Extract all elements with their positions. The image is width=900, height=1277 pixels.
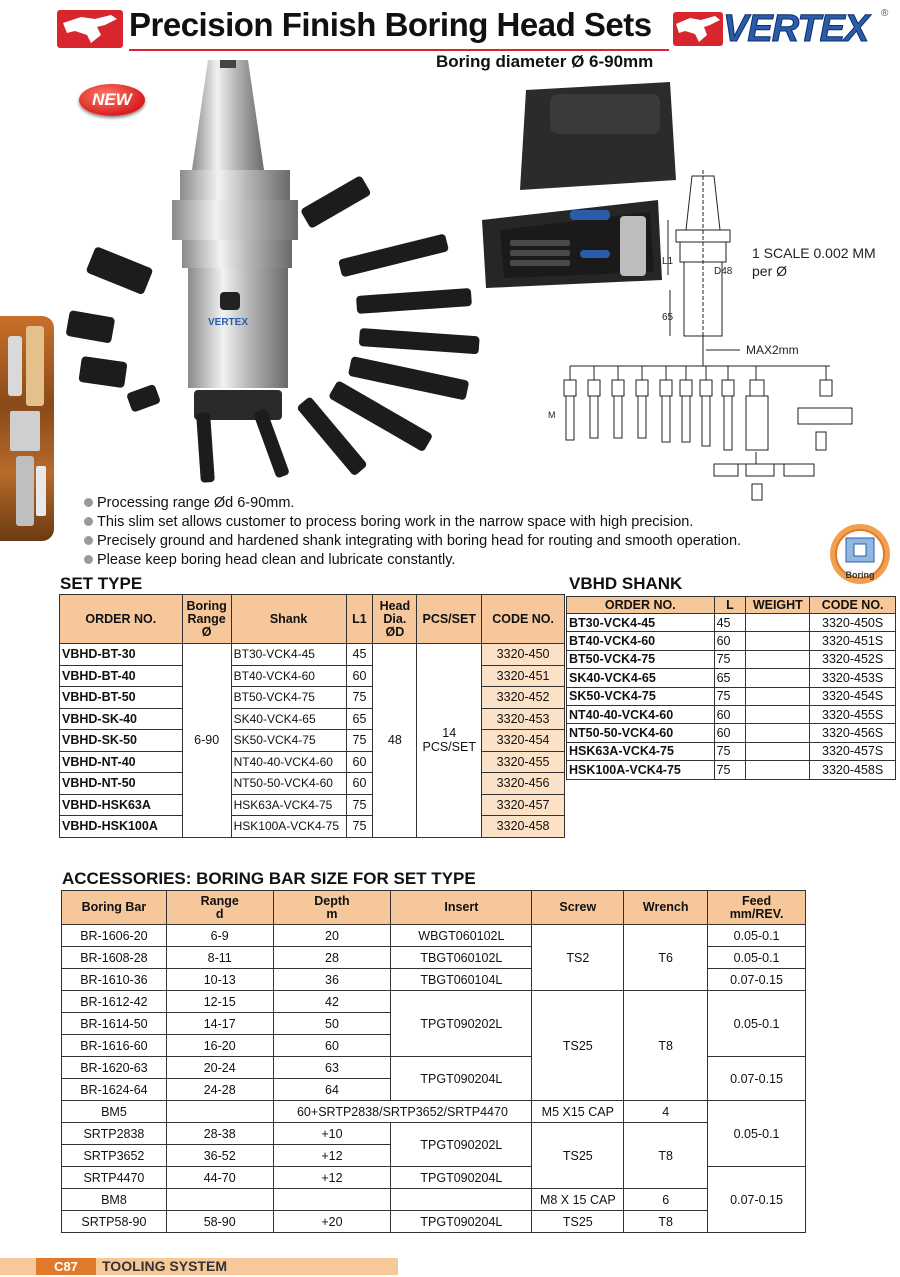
order-no: BT50-VCK4-75 xyxy=(567,650,715,668)
order-no: HSK100A-VCK4-75 xyxy=(567,761,715,779)
screw: TS25 xyxy=(532,991,624,1101)
m-label: M xyxy=(548,410,556,420)
length: 60 xyxy=(714,705,746,723)
order-no: VBHD-BT-50 xyxy=(60,687,183,709)
code-no: 3320-454 xyxy=(482,730,565,752)
header-insert: Insert xyxy=(391,891,532,925)
insert: TPGT090202L xyxy=(391,1123,532,1167)
scale-note-unit: per Ø xyxy=(752,263,788,279)
code-no: 3320-451 xyxy=(482,665,565,687)
l1: 75 xyxy=(346,794,373,816)
feature-text: Please keep boring head clean and lubricate constantly. xyxy=(97,552,456,568)
bullet-icon xyxy=(84,498,93,507)
table-row xyxy=(567,669,896,687)
length: 75 xyxy=(714,742,746,760)
range: 14-17 xyxy=(166,1013,273,1035)
insert: TBGT060102L xyxy=(391,947,532,969)
page-number: C87 xyxy=(36,1258,96,1275)
code-no: 3320-453 xyxy=(482,708,565,730)
boring-bar: BR-1610-36 xyxy=(62,969,167,991)
brand-eagle-logo xyxy=(673,12,723,46)
table-header-row xyxy=(60,595,565,644)
table-row xyxy=(567,687,896,705)
shank: NT40-40-VCK4-60 xyxy=(231,751,346,773)
code-no: 3320-450 xyxy=(482,644,565,666)
boring-bar: BM5 xyxy=(62,1101,167,1123)
range: 24-28 xyxy=(166,1079,273,1101)
table-row xyxy=(567,742,896,760)
feature-text: Precisely ground and hardened shank integrating with boring head for routing and smooth operation. xyxy=(97,533,742,549)
depth: +10 xyxy=(273,1123,391,1145)
boring-bar: SRTP58-90 xyxy=(62,1211,167,1233)
screw: TS2 xyxy=(532,925,624,991)
range: 58-90 xyxy=(166,1211,273,1233)
bullet-icon xyxy=(84,555,93,564)
insert xyxy=(391,1189,532,1211)
l1: 45 xyxy=(346,644,373,666)
table-row xyxy=(62,925,806,947)
feature-text: This slim set allows customer to process boring work in the narrow space with high precision. xyxy=(97,514,694,530)
header-range: Range d xyxy=(166,891,273,925)
accessories-table xyxy=(61,890,806,1233)
boring-bar: BR-1612-42 xyxy=(62,991,167,1013)
order-no: SK40-VCK4-65 xyxy=(567,669,715,687)
order-no: NT40-40-VCK4-60 xyxy=(567,705,715,723)
boring-bar: BR-1616-60 xyxy=(62,1035,167,1057)
length: 65 xyxy=(714,669,746,687)
screw: M8 X 15 CAP xyxy=(532,1189,624,1211)
code-no: 3320-453S xyxy=(810,669,896,687)
header-pcs-set: PCS/SET xyxy=(417,595,482,644)
depth: +20 xyxy=(273,1211,391,1233)
table-row xyxy=(60,794,565,816)
subtitle: Boring diameter Ø 6-90mm xyxy=(436,52,654,71)
order-no: VBHD-NT-50 xyxy=(60,773,183,795)
insert: TBGT060104L xyxy=(391,969,532,991)
table-row xyxy=(62,991,806,1013)
table-row xyxy=(62,1123,806,1145)
range: 36-52 xyxy=(166,1145,273,1167)
table-row xyxy=(567,650,896,668)
bullet-icon xyxy=(84,536,93,545)
boring-bar: SRTP2838 xyxy=(62,1123,167,1145)
table-row xyxy=(60,708,565,730)
weight xyxy=(746,669,810,687)
code-no: 3320-457 xyxy=(482,794,565,816)
table-header-row xyxy=(62,891,806,925)
table-row xyxy=(60,644,565,666)
header-weight: WEIGHT xyxy=(746,597,810,614)
table-row xyxy=(62,1211,806,1233)
range: 10-13 xyxy=(166,969,273,991)
feed: 0.07-0.15 xyxy=(708,969,806,991)
range: 8-11 xyxy=(166,947,273,969)
title-underline xyxy=(129,49,669,51)
boring-icon-label: Boring xyxy=(845,570,875,580)
table-row xyxy=(567,705,896,723)
range: 16-20 xyxy=(166,1035,273,1057)
l1: 60 xyxy=(346,751,373,773)
header-depth: Depth m xyxy=(273,891,391,925)
depth: 50 xyxy=(273,1013,391,1035)
table-row xyxy=(62,1101,806,1123)
order-no: VBHD-BT-30 xyxy=(60,644,183,666)
table-row xyxy=(567,632,896,650)
order-no: VBHD-NT-40 xyxy=(60,751,183,773)
weight xyxy=(746,742,810,760)
depth: 64 xyxy=(273,1079,391,1101)
weight xyxy=(746,650,810,668)
feature-list xyxy=(84,494,804,570)
depth: 28 xyxy=(273,947,391,969)
range xyxy=(166,1189,273,1211)
order-no: NT50-50-VCK4-60 xyxy=(567,724,715,742)
wrench: T8 xyxy=(624,1123,708,1189)
shank: SK40-VCK4-65 xyxy=(231,708,346,730)
header-l1: L1 xyxy=(346,595,373,644)
registered-mark: ® xyxy=(881,8,889,19)
pcs-set: 14 PCS/SET xyxy=(417,644,482,838)
order-no: VBHD-SK-50 xyxy=(60,730,183,752)
bullet-icon xyxy=(84,517,93,526)
length: 75 xyxy=(714,761,746,779)
header-shank: Shank xyxy=(231,595,346,644)
range: 44-70 xyxy=(166,1167,273,1189)
scale-note: 1 SCALE 0.002 MM xyxy=(752,245,876,261)
range: 12-15 xyxy=(166,991,273,1013)
insert: TPGT090204L xyxy=(391,1057,532,1101)
feature-item xyxy=(84,513,804,532)
table-row xyxy=(60,730,565,752)
wrench: T6 xyxy=(624,925,708,991)
shank: BT50-VCK4-75 xyxy=(231,687,346,709)
wrench: T8 xyxy=(624,1211,708,1233)
range: 28-38 xyxy=(166,1123,273,1145)
header-boring-bar: Boring Bar xyxy=(62,891,167,925)
range: 6-9 xyxy=(166,925,273,947)
code-no: 3320-456 xyxy=(482,773,565,795)
header-order-no: ORDER NO. xyxy=(60,595,183,644)
vbhd-shank-table xyxy=(566,596,896,780)
depth: +12 xyxy=(273,1167,391,1189)
length: 60 xyxy=(714,632,746,650)
order-no: SK50-VCK4-75 xyxy=(567,687,715,705)
code-no: 3320-458S xyxy=(810,761,896,779)
boring-bar: BM8 xyxy=(62,1189,167,1211)
code-no: 3320-457S xyxy=(810,742,896,760)
feed: 0.07-0.15 xyxy=(708,1167,806,1233)
set-type-table xyxy=(59,594,565,838)
depth: +12 xyxy=(273,1145,391,1167)
max-2mm-label: MAX2mm xyxy=(746,343,799,357)
l1-label: L1 xyxy=(662,256,674,267)
range xyxy=(166,1101,273,1123)
feature-item xyxy=(84,494,804,513)
code-no: 3320-451S xyxy=(810,632,896,650)
feature-text: Processing range Ød 6-90mm. xyxy=(97,495,295,511)
insert: TPGT090204L xyxy=(391,1167,532,1189)
header-screw: Screw xyxy=(532,891,624,925)
screw: M5 X15 CAP xyxy=(532,1101,624,1123)
code-no: 3320-452S xyxy=(810,650,896,668)
boring-range: 6-90 xyxy=(182,644,231,838)
head-logo-text: VERTEX xyxy=(208,317,249,328)
depth: 63 xyxy=(273,1057,391,1079)
feed: 0.05-0.1 xyxy=(708,991,806,1057)
table-row xyxy=(60,687,565,709)
header-boring-range: Boring Range Ø xyxy=(182,595,231,644)
feed: 0.05-0.1 xyxy=(708,925,806,947)
side-product-strip xyxy=(0,316,54,541)
l1: 65 xyxy=(346,708,373,730)
shank: HSK63A-VCK4-75 xyxy=(231,794,346,816)
table-row xyxy=(567,761,896,779)
wrench: T8 xyxy=(624,991,708,1101)
eagle-logo xyxy=(57,10,123,48)
dimension-diagram xyxy=(530,170,900,510)
wrench: 4 xyxy=(624,1101,708,1123)
order-no: BT40-VCK4-60 xyxy=(567,632,715,650)
insert: TPGT090204L xyxy=(391,1211,532,1233)
l1: 75 xyxy=(346,730,373,752)
page-footer xyxy=(0,1256,900,1277)
weight xyxy=(746,632,810,650)
weight xyxy=(746,705,810,723)
l1: 75 xyxy=(346,687,373,709)
order-no: VBHD-HSK63A xyxy=(60,794,183,816)
l1: 75 xyxy=(346,816,373,838)
d48-label: D48 xyxy=(714,266,733,277)
feed: 0.05-0.1 xyxy=(708,947,806,969)
depth: 36 xyxy=(273,969,391,991)
order-no: VBHD-HSK100A xyxy=(60,816,183,838)
table-row xyxy=(62,1189,806,1211)
page-title: Precision Finish Boring Head Sets xyxy=(129,6,652,43)
length: 45 xyxy=(714,614,746,632)
weight xyxy=(746,761,810,779)
weight xyxy=(746,687,810,705)
wrench: 6 xyxy=(624,1189,708,1211)
length: 75 xyxy=(714,650,746,668)
code-no: 3320-455 xyxy=(482,751,565,773)
footer-section: TOOLING SYSTEM xyxy=(102,1258,227,1274)
page-header xyxy=(55,6,895,50)
shank: BT30-VCK4-45 xyxy=(231,644,346,666)
table-header-row xyxy=(567,597,896,614)
header-code-no: CODE NO. xyxy=(482,595,565,644)
order-no: VBHD-SK-40 xyxy=(60,708,183,730)
header-head-dia: Head Dia. ØD xyxy=(373,595,417,644)
header-wrench: Wrench xyxy=(624,891,708,925)
insert: WBGT060102L xyxy=(391,925,532,947)
head-dia: 48 xyxy=(373,644,417,838)
set-type-title: SET TYPE xyxy=(60,574,143,593)
screw: TS25 xyxy=(532,1123,624,1189)
boring-operation-icon xyxy=(826,522,894,586)
depth: 42 xyxy=(273,991,391,1013)
feature-item xyxy=(84,532,804,551)
order-no: BT30-VCK4-45 xyxy=(567,614,715,632)
code-no: 3320-454S xyxy=(810,687,896,705)
insert: TPGT090202L xyxy=(391,991,532,1057)
code-no: 3320-450S xyxy=(810,614,896,632)
vbhd-shank-title: VBHD SHANK xyxy=(569,574,683,593)
boring-head-set-photo xyxy=(60,60,480,500)
boring-bar: BR-1624-64 xyxy=(62,1079,167,1101)
code-no: 3320-456S xyxy=(810,724,896,742)
header-order-no: ORDER NO. xyxy=(567,597,715,614)
shank: HSK100A-VCK4-75 xyxy=(231,816,346,838)
header-code-no: CODE NO. xyxy=(810,597,896,614)
boring-bar: BR-1606-20 xyxy=(62,925,167,947)
table-row xyxy=(567,614,896,632)
brand-name: VERTEX xyxy=(723,8,869,50)
table-row xyxy=(567,724,896,742)
code-no: 3320-455S xyxy=(810,705,896,723)
boring-bar: SRTP3652 xyxy=(62,1145,167,1167)
accessories-title: ACCESSORIES: BORING BAR SIZE FOR SET TYPE xyxy=(62,869,476,888)
boring-bar: BR-1620-63 xyxy=(62,1057,167,1079)
table-row xyxy=(60,773,565,795)
order-no: HSK63A-VCK4-75 xyxy=(567,742,715,760)
header-feed: Feed mm/REV. xyxy=(708,891,806,925)
boring-bar: SRTP4470 xyxy=(62,1167,167,1189)
screw: TS25 xyxy=(532,1211,624,1233)
code-no: 3320-452 xyxy=(482,687,565,709)
order-no: VBHD-BT-40 xyxy=(60,665,183,687)
table-row xyxy=(60,816,565,838)
shank: SK50-VCK4-75 xyxy=(231,730,346,752)
feed: 0.07-0.15 xyxy=(708,1057,806,1101)
shank: NT50-50-VCK4-60 xyxy=(231,773,346,795)
depth xyxy=(273,1189,391,1211)
feed: 0.05-0.1 xyxy=(708,1101,806,1167)
boring-bar: BR-1614-50 xyxy=(62,1013,167,1035)
length: 60 xyxy=(714,724,746,742)
table-row xyxy=(60,751,565,773)
depth: 20 xyxy=(273,925,391,947)
eagle-icon xyxy=(61,13,119,45)
new-badge: NEW xyxy=(79,84,145,116)
boring-bar: BR-1608-28 xyxy=(62,947,167,969)
depth: 60 xyxy=(273,1035,391,1057)
range: 20-24 xyxy=(166,1057,273,1079)
weight xyxy=(746,724,810,742)
shank: BT40-VCK4-60 xyxy=(231,665,346,687)
header-l: L xyxy=(714,597,746,614)
weight xyxy=(746,614,810,632)
l1: 60 xyxy=(346,773,373,795)
height-65-label: 65 xyxy=(662,312,674,323)
code-no: 3320-458 xyxy=(482,816,565,838)
table-row xyxy=(60,665,565,687)
feature-item xyxy=(84,551,804,570)
l1: 60 xyxy=(346,665,373,687)
length: 75 xyxy=(714,687,746,705)
depth-insert: 60+SRTP2838/SRTP3652/SRTP4470 xyxy=(273,1101,532,1123)
